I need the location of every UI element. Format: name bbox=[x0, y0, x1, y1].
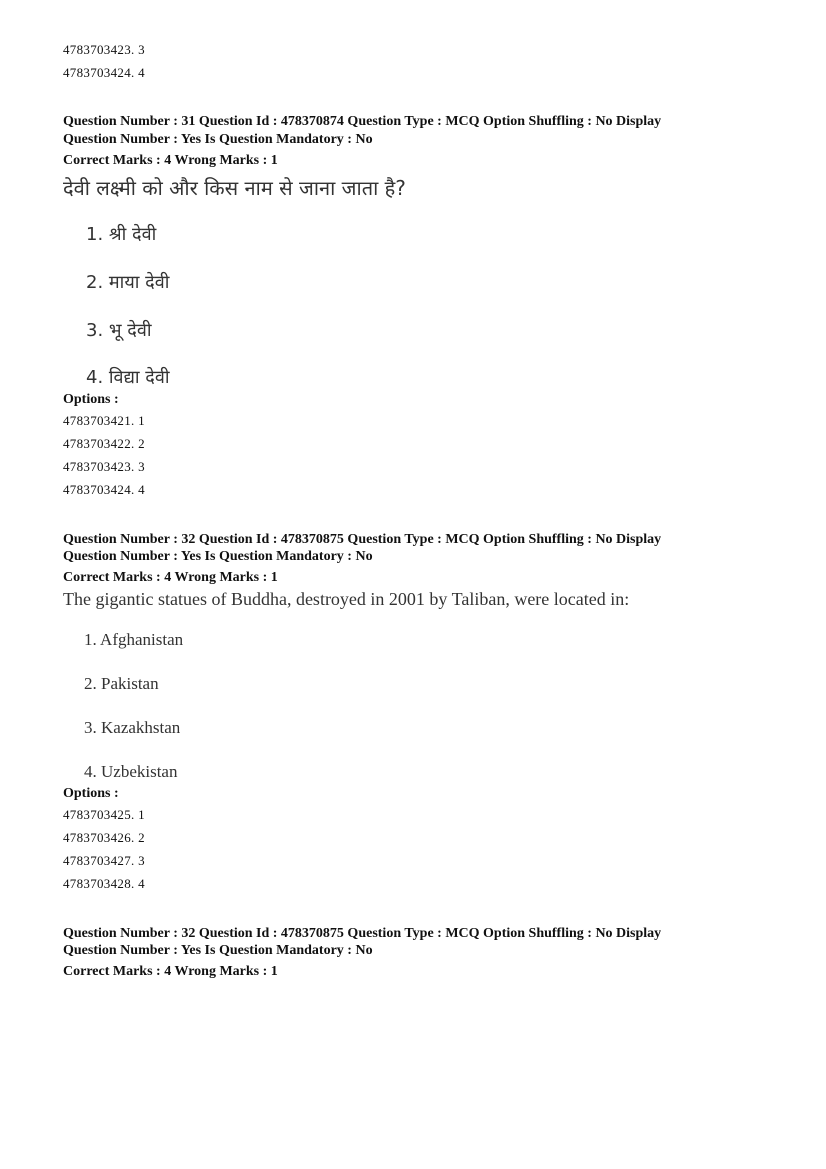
answer-choice: 1. Afghanistan bbox=[84, 630, 184, 649]
options-label: Options : bbox=[63, 786, 119, 801]
option-id-line: 4783703428. 4 bbox=[63, 876, 145, 891]
option-id-line: 4783703427. 3 bbox=[63, 853, 145, 868]
option-id-line: 4783703425. 1 bbox=[63, 807, 145, 822]
answer-choice: 1. श्री देवी bbox=[86, 224, 157, 245]
answer-choice: 3. भू देवी bbox=[86, 320, 152, 341]
question-meta-line: Question Number : Yes Is Question Mandatory : No bbox=[63, 132, 373, 147]
answer-choice: 4. Uzbekistan bbox=[84, 762, 178, 781]
options-label: Options : bbox=[63, 392, 119, 407]
answer-choice: 4. विद्या देवी bbox=[86, 367, 170, 388]
marks-line: Correct Marks : 4 Wrong Marks : 1 bbox=[63, 570, 278, 585]
option-id-line: 4783703424. 4 bbox=[63, 65, 145, 80]
option-id-line: 4783703426. 2 bbox=[63, 830, 145, 845]
question-text: देवी लक्ष्मी को और किस नाम से जाना जाता है? bbox=[63, 176, 406, 200]
answer-choice: 2. माया देवी bbox=[86, 272, 170, 293]
marks-line: Correct Marks : 4 Wrong Marks : 1 bbox=[63, 964, 278, 979]
marks-line: Correct Marks : 4 Wrong Marks : 1 bbox=[63, 153, 278, 168]
answer-choice: 3. Kazakhstan bbox=[84, 718, 181, 737]
option-id-line: 4783703421. 1 bbox=[63, 413, 145, 428]
question-meta-line: Question Number : 32 Question Id : 478370875 Question Type : MCQ Option Shuffling : No Display bbox=[63, 926, 662, 941]
option-id-line: 4783703423. 3 bbox=[63, 42, 145, 57]
question-meta-line: Question Number : Yes Is Question Mandatory : No bbox=[63, 943, 373, 958]
question-text: The gigantic statues of Buddha, destroyed in 2001 by Taliban, were located in: bbox=[63, 589, 630, 609]
option-id-line: 4783703424. 4 bbox=[63, 482, 145, 497]
option-id-line: 4783703423. 3 bbox=[63, 459, 145, 474]
question-meta-line: Question Number : 32 Question Id : 478370875 Question Type : MCQ Option Shuffling : No Display bbox=[63, 532, 662, 547]
question-meta-line: Question Number : 31 Question Id : 478370874 Question Type : MCQ Option Shuffling : No Display bbox=[63, 114, 662, 129]
option-id-line: 4783703422. 2 bbox=[63, 436, 145, 451]
question-meta-line: Question Number : Yes Is Question Mandatory : No bbox=[63, 549, 373, 564]
answer-choice: 2. Pakistan bbox=[84, 674, 159, 693]
